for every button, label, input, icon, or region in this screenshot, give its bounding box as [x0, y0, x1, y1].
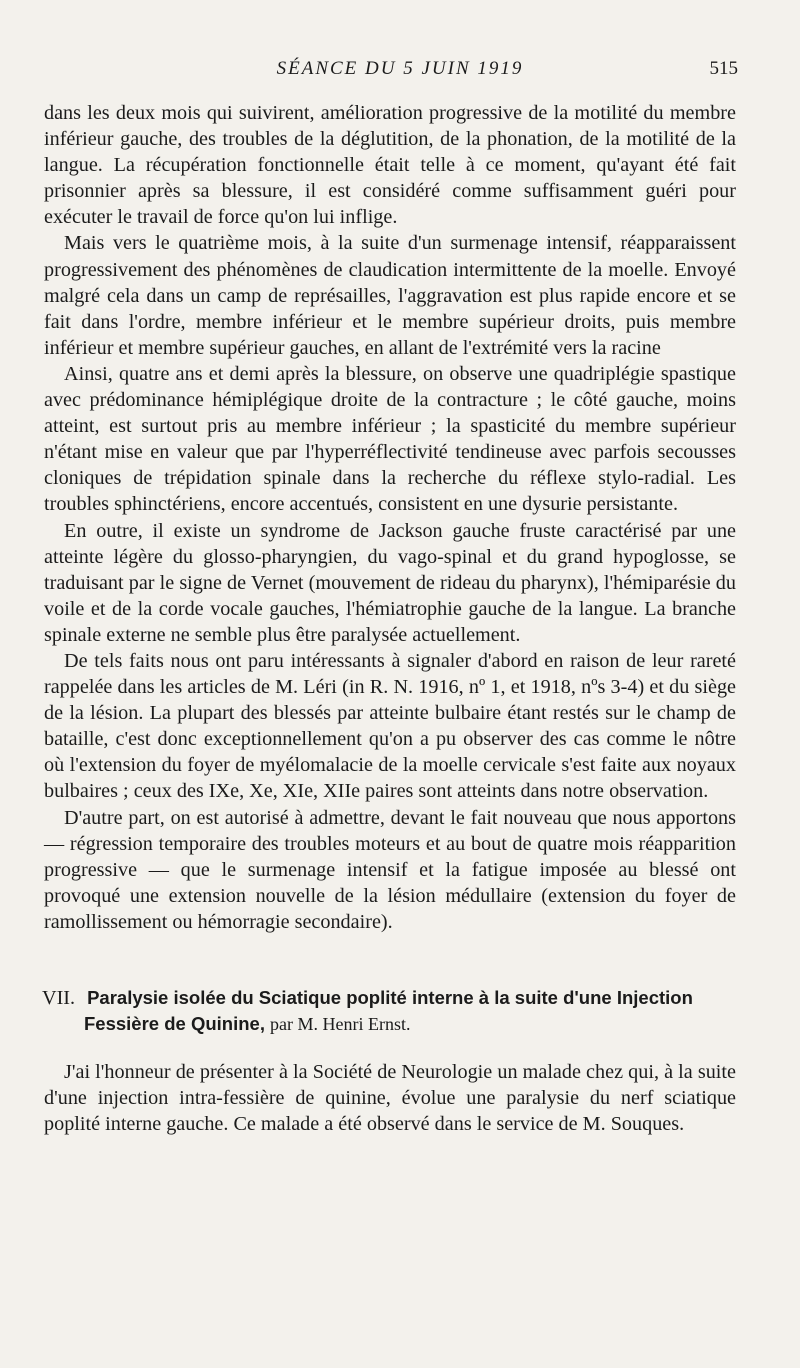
section-byline: par M. Henri Ernst.	[270, 1014, 411, 1035]
section-number: VII.	[42, 987, 76, 1009]
paragraph-6: D'autre part, on est autorisé à admettre, devant le fait nouveau que nous apportons — régression temporaire des troubles moteurs et au bout de quatre mois réapparition progressive — que le surmenage intensif et la fatigue imposée au blessé ont provoqué une extension nouvelle de la lésion médullaire (extension du foyer de ramollissement ou hémorragie secondaire).	[44, 806, 736, 933]
running-title: SÉANCE DU 5 JUIN 1919	[276, 58, 524, 79]
page-header	[0, 58, 800, 88]
paragraph-5: De tels faits nous ont paru intéressants à signaler d'abord en raison de leur rareté rappelée dans les articles de M. Léri (in R. N. 1916, nº 1, et 1918, nºs 3-4) et du siège de la lésion. La plupart des blessés par atteinte bulbaire étant restés sur le champ de bataille, c'est donc exceptionnellement qu'on a pu observer des cas comme le nôtre où l'extension du foyer de myélomalacie de la moelle cervicale s'est faite aux noyaux bulbaires ; ceux des IXe, Xe, XIe, XIIe paires sont atteints dans notre observation.	[44, 649, 736, 803]
paragraph-2: Mais vers le quatrième mois, à la suite d'un surmenage intensif, réapparaissent progressivement des phénomènes de claudication intermittente de la moelle. Envoyé malgré cela dans un camp de représailles, l'aggravation est plus rapide encore et se fait dans l'ordre, membre inférieur et le membre supérieur droits, puis membre inférieur et membre supérieur gauches, en allant de l'extrémité vers la racine	[44, 232, 736, 359]
section-paragraph: J'ai l'honneur de présenter à la Société de Neurologie un malade chez qui, à la suite d'une injection intra-fessière de quinine, évolue une paralysie du nerf sciatique poplité interne gauche. Ce malade a été observé dans le service de M. Souques.	[44, 1061, 736, 1136]
section-title: Paralysie isolée du Sciatique poplité interne à la suite d'une Injection Fessière de Quinine,	[84, 987, 693, 1035]
article-body	[44, 100, 736, 1137]
section-heading	[44, 985, 736, 1037]
page-number: 515	[709, 58, 738, 79]
paragraph-4: En outre, il existe un syndrome de Jackson gauche fruste caractérisé par une atteinte légère du glosso-pharyngien, du vago-spinal et du grand hypoglosse, se traduisant par le signe de Vernet (mouvement de rideau du pharynx), l'hémiparésie du voile et de la corde vocale gauches, l'hémiatrophie gauche de la langue. La branche spinale externe ne semble plus être paralysée actuellement.	[44, 519, 736, 646]
paragraph-3: Ainsi, quatre ans et demi après la blessure, on observe une quadriplégie spastique avec prédominance hémiplégique droite de la contracture ; le côté gauche, moins atteint, est surtout pris au membre inférieur ; la spasticité du membre supérieur n'étant mise en valeur que par l'hyperréflectivité tendineuse avec parfois secousses cloniques de trépidation spinale dans la recherche du réflexe stylo-radial. Les troubles sphinctériens, encore accentués, consistent en une dysurie persistante.	[44, 362, 736, 516]
paragraph-1: dans les deux mois qui suivirent, amélioration progressive de la motilité du membre inférieur gauche, des troubles de la déglutition, de la phonation, de la motilité de la langue. La récupération fonctionnelle était telle à ce moment, qu'ayant été fait prisonnier après sa blessure, il est considéré comme suffisamment guéri pour exécuter le travail de force qu'on lui inflige.	[44, 102, 736, 229]
